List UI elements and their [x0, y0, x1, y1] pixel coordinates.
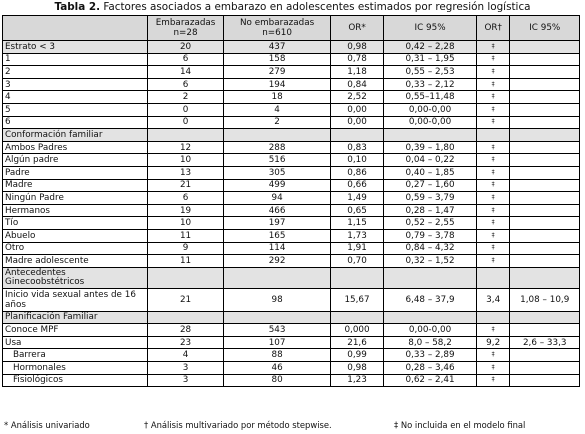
- table-row: [3, 336, 580, 349]
- results-table: [2, 15, 580, 387]
- cell-ic-univariado: 0,84 – 4,32: [384, 242, 477, 255]
- section-label: Antecedentes Ginecoobstétricos: [3, 267, 148, 288]
- cell-or-univariado: 0,65: [330, 204, 383, 217]
- cell-no-embarazadas: 292: [224, 255, 331, 268]
- cell-or-multivariado: 3,4: [476, 288, 510, 311]
- cell-or-univariado: 1,49: [330, 192, 383, 205]
- cell-ic-multivariado: [510, 362, 580, 375]
- cell-or-multivariado: ‡: [476, 78, 510, 91]
- section-empty-cell: [384, 311, 477, 324]
- table-row: [3, 91, 580, 104]
- cell-or-univariado: 0,66: [330, 179, 383, 192]
- cell-no-embarazadas: 114: [224, 242, 331, 255]
- row-label: Hormonales: [3, 362, 148, 375]
- section-empty-cell: [330, 129, 383, 142]
- header-ic-univariado: IC 95%: [384, 16, 477, 41]
- cell-or-multivariado: ‡: [476, 141, 510, 154]
- cell-ic-multivariado: [510, 204, 580, 217]
- header-embarazadas: [147, 16, 223, 41]
- table-row: [3, 141, 580, 154]
- table-row: [3, 217, 580, 230]
- section-row: [3, 129, 580, 142]
- row-label: Hermanos: [3, 204, 148, 217]
- section-label: Conformación familiar: [3, 129, 148, 142]
- table-row: [3, 204, 580, 217]
- cell-or-univariado: 0,84: [330, 78, 383, 91]
- cell-no-embarazadas: 94: [224, 192, 331, 205]
- cell-ic-univariado: 0,40 – 1,85: [384, 166, 477, 179]
- section-empty-cell: [147, 267, 223, 288]
- table-row: [3, 255, 580, 268]
- cell-no-embarazadas: 499: [224, 179, 331, 192]
- header-embarazadas-label: Embarazadas: [155, 18, 216, 28]
- table-row: [3, 374, 580, 387]
- cell-no-embarazadas: 305: [224, 166, 331, 179]
- cell-or-multivariado: ‡: [476, 66, 510, 79]
- cell-ic-multivariado: [510, 166, 580, 179]
- cell-or-univariado: 0,10: [330, 154, 383, 167]
- cell-ic-multivariado: [510, 66, 580, 79]
- row-label: Padre: [3, 166, 148, 179]
- cell-ic-multivariado: [510, 255, 580, 268]
- cell-or-multivariado: ‡: [476, 103, 510, 116]
- row-label: Tío: [3, 217, 148, 230]
- section-empty-cell: [224, 267, 331, 288]
- cell-ic-univariado: 8,0 – 58,2: [384, 336, 477, 349]
- cell-or-multivariado: ‡: [476, 41, 510, 54]
- table-row: [3, 192, 580, 205]
- cell-or-univariado: 0,000: [330, 324, 383, 337]
- footnote-multivariado: † Análisis multivariado por método stepwise.: [144, 420, 332, 430]
- cell-ic-multivariado: [510, 374, 580, 387]
- cell-ic-univariado: 0,28 – 1,47: [384, 204, 477, 217]
- cell-no-embarazadas: 194: [224, 78, 331, 91]
- header-ic-multivariado: IC 95%: [510, 16, 580, 41]
- cell-no-embarazadas: 543: [224, 324, 331, 337]
- cell-embarazadas: 13: [147, 166, 223, 179]
- cell-ic-univariado: 0,27 – 1,60: [384, 179, 477, 192]
- cell-ic-univariado: 0,04 – 0,22: [384, 154, 477, 167]
- row-label: 6: [3, 116, 148, 129]
- row-label: 5: [3, 103, 148, 116]
- cell-no-embarazadas: 4: [224, 103, 331, 116]
- row-label: 1: [3, 53, 148, 66]
- cell-ic-univariado: 0,55–11,48: [384, 91, 477, 104]
- cell-ic-multivariado: 2,6 – 33,3: [510, 336, 580, 349]
- cell-or-univariado: 1,18: [330, 66, 383, 79]
- table-title-text: Factores asociados a embarazo en adolescentes estimados por regresión logística: [103, 1, 531, 13]
- table-row: [3, 154, 580, 167]
- cell-ic-multivariado: [510, 78, 580, 91]
- cell-or-univariado: 0,00: [330, 116, 383, 129]
- section-label: Planificación Familiar: [3, 311, 148, 324]
- cell-embarazadas: 20: [147, 41, 223, 54]
- cell-embarazadas: 21: [147, 288, 223, 311]
- cell-no-embarazadas: 288: [224, 141, 331, 154]
- header-no-embarazadas-n: n=610: [262, 28, 292, 38]
- cell-ic-univariado: 0,33 – 2,89: [384, 349, 477, 362]
- header-or-multivariado: OR†: [476, 16, 510, 41]
- cell-ic-multivariado: [510, 217, 580, 230]
- cell-ic-univariado: 0,55 – 2,53: [384, 66, 477, 79]
- cell-embarazadas: 23: [147, 336, 223, 349]
- cell-no-embarazadas: 2: [224, 116, 331, 129]
- table-row: [3, 103, 580, 116]
- cell-or-multivariado: ‡: [476, 192, 510, 205]
- cell-or-multivariado: 9,2: [476, 336, 510, 349]
- cell-or-multivariado: ‡: [476, 204, 510, 217]
- header-empty: [3, 16, 148, 41]
- cell-or-univariado: 0,78: [330, 53, 383, 66]
- cell-embarazadas: 6: [147, 192, 223, 205]
- row-label: Usa: [3, 336, 148, 349]
- row-label: Abuelo: [3, 229, 148, 242]
- table-row: [3, 324, 580, 337]
- cell-embarazadas: 21: [147, 179, 223, 192]
- cell-ic-multivariado: [510, 103, 580, 116]
- cell-embarazadas: 11: [147, 229, 223, 242]
- cell-no-embarazadas: 107: [224, 336, 331, 349]
- cell-ic-multivariado: [510, 116, 580, 129]
- cell-ic-multivariado: [510, 53, 580, 66]
- table-row: [3, 362, 580, 375]
- cell-or-multivariado: ‡: [476, 255, 510, 268]
- table-row: [3, 166, 580, 179]
- header-no-embarazadas: [224, 16, 331, 41]
- cell-or-univariado: 0,83: [330, 141, 383, 154]
- cell-or-multivariado: ‡: [476, 53, 510, 66]
- cell-or-univariado: 1,91: [330, 242, 383, 255]
- cell-ic-univariado: 0,33 – 2,12: [384, 78, 477, 91]
- section-empty-cell: [147, 129, 223, 142]
- cell-no-embarazadas: 46: [224, 362, 331, 375]
- cell-or-univariado: 1,15: [330, 217, 383, 230]
- cell-ic-multivariado: 1,08 – 10,9: [510, 288, 580, 311]
- cell-no-embarazadas: 516: [224, 154, 331, 167]
- cell-ic-univariado: 0,52 – 2,55: [384, 217, 477, 230]
- cell-ic-multivariado: [510, 91, 580, 104]
- cell-or-multivariado: ‡: [476, 91, 510, 104]
- cell-or-multivariado: ‡: [476, 324, 510, 337]
- cell-or-univariado: 15,67: [330, 288, 383, 311]
- cell-embarazadas: 2: [147, 91, 223, 104]
- row-label: Ambos Padres: [3, 141, 148, 154]
- row-label: Madre adolescente: [3, 255, 148, 268]
- table-row: [3, 41, 580, 54]
- cell-ic-univariado: 0,32 – 1,52: [384, 255, 477, 268]
- section-empty-cell: [510, 267, 580, 288]
- cell-embarazadas: 10: [147, 154, 223, 167]
- row-label: Ningún Padre: [3, 192, 148, 205]
- cell-or-univariado: 0,98: [330, 41, 383, 54]
- row-label: Algún padre: [3, 154, 148, 167]
- row-label: 3: [3, 78, 148, 91]
- cell-or-multivariado: ‡: [476, 242, 510, 255]
- cell-ic-univariado: 0,00-0,00: [384, 324, 477, 337]
- cell-or-multivariado: ‡: [476, 166, 510, 179]
- cell-or-multivariado: ‡: [476, 349, 510, 362]
- cell-ic-multivariado: [510, 179, 580, 192]
- section-empty-cell: [147, 311, 223, 324]
- cell-no-embarazadas: 279: [224, 66, 331, 79]
- cell-embarazadas: 9: [147, 242, 223, 255]
- cell-ic-univariado: 0,00-0,00: [384, 103, 477, 116]
- cell-ic-multivariado: [510, 141, 580, 154]
- section-empty-cell: [510, 311, 580, 324]
- table-row: [3, 242, 580, 255]
- table-row: [3, 179, 580, 192]
- cell-no-embarazadas: 197: [224, 217, 331, 230]
- cell-ic-multivariado: [510, 41, 580, 54]
- section-empty-cell: [330, 311, 383, 324]
- cell-ic-univariado: 0,59 – 3,79: [384, 192, 477, 205]
- cell-ic-univariado: 0,79 – 3,78: [384, 229, 477, 242]
- cell-or-multivariado: ‡: [476, 374, 510, 387]
- cell-or-univariado: 2,52: [330, 91, 383, 104]
- header-or-univariado: OR*: [330, 16, 383, 41]
- cell-no-embarazadas: 88: [224, 349, 331, 362]
- cell-ic-univariado: 0,42 – 2,28: [384, 41, 477, 54]
- section-row: [3, 267, 580, 288]
- row-label: 4: [3, 91, 148, 104]
- cell-or-multivariado: ‡: [476, 217, 510, 230]
- cell-embarazadas: 3: [147, 362, 223, 375]
- cell-or-univariado: 0,86: [330, 166, 383, 179]
- table-row: [3, 66, 580, 79]
- row-label: Inicio vida sexual antes de 16 años: [3, 288, 148, 311]
- header-no-embarazadas-label: No embarazadas: [239, 18, 315, 28]
- cell-ic-multivariado: [510, 242, 580, 255]
- section-empty-cell: [476, 267, 510, 288]
- table-title: [0, 1, 585, 13]
- section-empty-cell: [384, 267, 477, 288]
- cell-no-embarazadas: 80: [224, 374, 331, 387]
- cell-no-embarazadas: 98: [224, 288, 331, 311]
- cell-embarazadas: 6: [147, 53, 223, 66]
- header-embarazadas-n: n=28: [173, 28, 198, 38]
- header-row: [3, 16, 580, 41]
- cell-embarazadas: 0: [147, 116, 223, 129]
- table-row: [3, 349, 580, 362]
- cell-ic-multivariado: [510, 324, 580, 337]
- section-empty-cell: [384, 129, 477, 142]
- cell-ic-univariado: 0,28 – 3,46: [384, 362, 477, 375]
- cell-embarazadas: 19: [147, 204, 223, 217]
- row-label: Fisiológicos: [3, 374, 148, 387]
- table-title-label: Tabla 2.: [54, 1, 101, 13]
- section-empty-cell: [510, 129, 580, 142]
- cell-embarazadas: 0: [147, 103, 223, 116]
- cell-ic-univariado: 0,62 – 2,41: [384, 374, 477, 387]
- section-empty-cell: [224, 129, 331, 142]
- table-row: [3, 116, 580, 129]
- footnote-univariado: * Análisis univariado: [4, 420, 90, 430]
- cell-or-multivariado: ‡: [476, 116, 510, 129]
- cell-embarazadas: 6: [147, 78, 223, 91]
- table-row: [3, 288, 580, 311]
- section-row: [3, 311, 580, 324]
- cell-or-multivariado: ‡: [476, 229, 510, 242]
- table-row: [3, 53, 580, 66]
- cell-or-multivariado: ‡: [476, 179, 510, 192]
- cell-ic-univariado: 6,48 – 37,9: [384, 288, 477, 311]
- cell-or-univariado: 1,23: [330, 374, 383, 387]
- cell-or-univariado: 21,6: [330, 336, 383, 349]
- footnote-no-incluida: ‡ No incluida en el modelo final: [394, 420, 526, 430]
- cell-no-embarazadas: 165: [224, 229, 331, 242]
- cell-or-multivariado: ‡: [476, 362, 510, 375]
- results-table-body: [3, 16, 580, 387]
- cell-embarazadas: 28: [147, 324, 223, 337]
- section-empty-cell: [476, 311, 510, 324]
- cell-ic-multivariado: [510, 154, 580, 167]
- cell-ic-univariado: 0,39 – 1,80: [384, 141, 477, 154]
- cell-embarazadas: 14: [147, 66, 223, 79]
- cell-ic-multivariado: [510, 192, 580, 205]
- cell-embarazadas: 12: [147, 141, 223, 154]
- cell-no-embarazadas: 466: [224, 204, 331, 217]
- cell-ic-univariado: 0,00-0,00: [384, 116, 477, 129]
- cell-or-univariado: 1,73: [330, 229, 383, 242]
- cell-ic-univariado: 0,31 – 1,95: [384, 53, 477, 66]
- section-empty-cell: [330, 267, 383, 288]
- row-label: Otro: [3, 242, 148, 255]
- row-label: Madre: [3, 179, 148, 192]
- cell-or-univariado: 0,70: [330, 255, 383, 268]
- table-row: [3, 78, 580, 91]
- cell-embarazadas: 3: [147, 374, 223, 387]
- cell-or-multivariado: ‡: [476, 154, 510, 167]
- cell-no-embarazadas: 18: [224, 91, 331, 104]
- cell-ic-multivariado: [510, 349, 580, 362]
- row-label: 2: [3, 66, 148, 79]
- cell-or-univariado: 0,99: [330, 349, 383, 362]
- row-label: Estrato < 3: [3, 41, 148, 54]
- section-empty-cell: [476, 129, 510, 142]
- cell-no-embarazadas: 158: [224, 53, 331, 66]
- table-row: [3, 229, 580, 242]
- cell-ic-multivariado: [510, 229, 580, 242]
- row-label: Conoce MPF: [3, 324, 148, 337]
- section-empty-cell: [224, 311, 331, 324]
- cell-or-univariado: 0,98: [330, 362, 383, 375]
- row-label: Barrera: [3, 349, 148, 362]
- cell-no-embarazadas: 437: [224, 41, 331, 54]
- cell-embarazadas: 4: [147, 349, 223, 362]
- cell-or-univariado: 0,00: [330, 103, 383, 116]
- cell-embarazadas: 10: [147, 217, 223, 230]
- cell-embarazadas: 11: [147, 255, 223, 268]
